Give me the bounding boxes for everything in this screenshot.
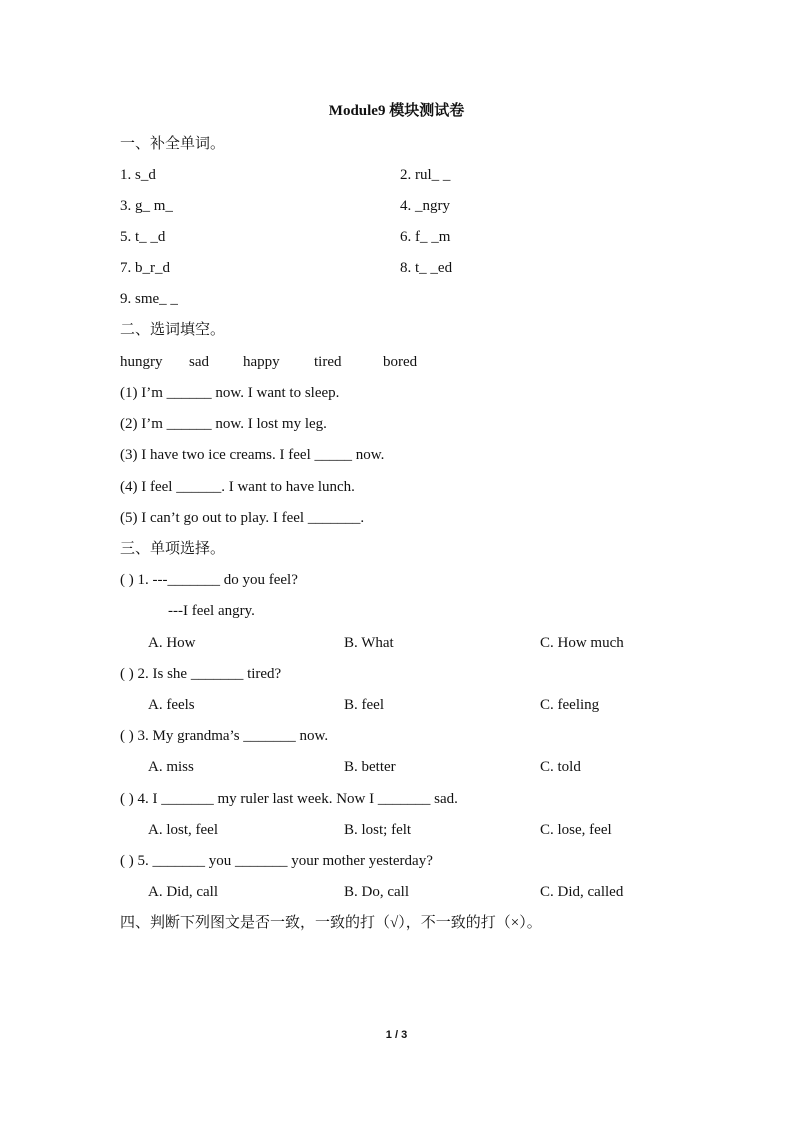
question-stem: ( ) 2. Is she _______ tired? (120, 666, 282, 682)
option: B. feel (344, 697, 384, 713)
option: C. lose, feel (540, 822, 612, 838)
option: A. feels (148, 697, 195, 713)
word-bank-item: tired (314, 354, 342, 370)
section4-heading: 四、判断下列图文是否一致，一致的打（√），不一致的打（×）。 (120, 915, 542, 931)
section3-heading: 三、单项选择。 (120, 541, 226, 557)
option: B. lost; felt (344, 822, 412, 838)
option: B. better (344, 759, 396, 775)
option: B. What (344, 635, 394, 651)
word-item: 6. f_ _m (400, 229, 451, 245)
fill-sentence: (1) I’m ______ now. I want to sleep. (120, 385, 340, 401)
word-item: 7. b_r_d (120, 260, 170, 276)
option: A. Did, call (148, 884, 218, 900)
page-number: 1 / 3 (385, 1029, 408, 1041)
word-item: 1. s_d (120, 167, 156, 183)
word-item: 4. _ngry (400, 198, 450, 214)
word-item: 2. rul_ _ (400, 167, 451, 183)
page-title: Module9 模块测试卷 (328, 103, 465, 119)
word-bank-item: happy (243, 354, 280, 370)
word-bank-item: hungry (120, 354, 163, 370)
option: C. feeling (540, 697, 600, 713)
word-bank-item: sad (189, 354, 209, 370)
question-stem: ( ) 1. ---_______ do you feel? (120, 572, 298, 588)
option: B. Do, call (344, 884, 409, 900)
word-item: 9. sme_ _ (120, 291, 178, 307)
section1-heading: 一、补全单词。 (120, 136, 226, 152)
fill-sentence: (2) I’m ______ now. I lost my leg. (120, 416, 327, 432)
question-stem: ( ) 5. _______ you _______ your mother yesterday? (120, 853, 433, 869)
word-bank-item: bored (383, 354, 418, 370)
option: A. How (148, 635, 196, 651)
question-stem: ( ) 4. I _______ my ruler last week. Now I _______ sad. (120, 791, 458, 807)
option: C. told (540, 759, 581, 775)
question-stem: ( ) 3. My grandma’s _______ now. (120, 728, 329, 744)
option: A. miss (148, 759, 194, 775)
question-stem-answer: ---I feel angry. (168, 603, 255, 619)
word-item: 8. t_ _ed (400, 260, 453, 276)
fill-sentence: (4) I feel ______. I want to have lunch. (120, 479, 355, 495)
word-item: 5. t_ _d (120, 229, 166, 245)
fill-sentence: (3) I have two ice creams. I feel _____ now. (120, 447, 385, 463)
option: A. lost, feel (148, 822, 218, 838)
fill-sentence: (5) I can’t go out to play. I feel _______. (120, 510, 365, 526)
word-item: 3. g_ m_ (120, 198, 173, 214)
option: C. Did, called (540, 884, 624, 900)
section2-heading: 二、选词填空。 (120, 322, 226, 338)
option: C. How much (540, 635, 624, 651)
